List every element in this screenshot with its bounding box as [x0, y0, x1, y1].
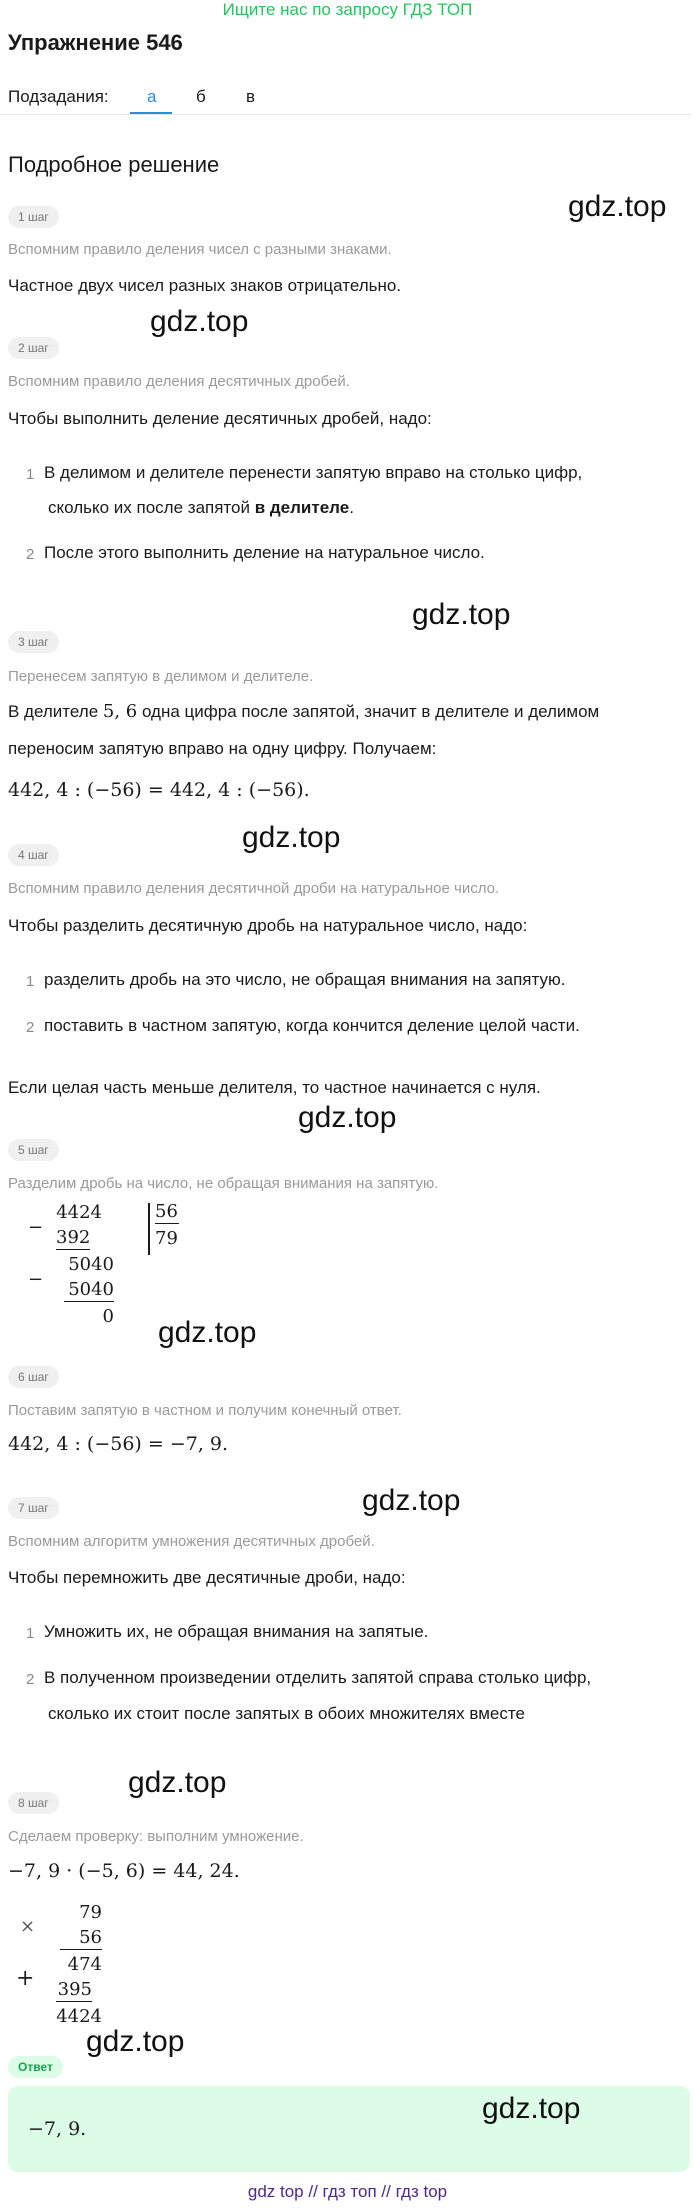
watermark: gdz.top: [298, 1101, 397, 1134]
step-badge: 4 шаг: [8, 844, 59, 866]
section-title: Подробное решение: [8, 152, 220, 177]
list-item-number: 1: [26, 973, 35, 990]
multiplicand: 79: [79, 1902, 102, 1923]
footer-link[interactable]: гдз top: [395, 2182, 448, 2201]
footer-link[interactable]: гдз топ: [322, 2182, 377, 2201]
list-item-text: После этого выполнить деление на натуральное число.: [44, 543, 485, 562]
tab-subtask-a[interactable]: а: [147, 87, 157, 106]
subtrahend: 392: [56, 1227, 91, 1248]
list-item-text-part: сколько их после запятой: [48, 498, 255, 517]
list-item-text-bold: в делителе: [254, 498, 350, 517]
watermark: gdz.top: [568, 190, 667, 223]
list-item-text: разделить дробь на это число, не обращая внимания на запятую.: [44, 970, 566, 989]
multiplier: 56: [60, 1927, 102, 1950]
answer-box: [8, 2086, 690, 2172]
search-banner[interactable]: Ищите нас по запросу ГДЗ ТОП: [222, 0, 473, 19]
watermark: gdz.top: [150, 305, 249, 338]
tab-subtask-b[interactable]: б: [196, 87, 206, 106]
tab-subtask-v[interactable]: в: [246, 87, 256, 106]
subtrahend: 5040: [64, 1279, 114, 1302]
footer-link[interactable]: gdz top: [247, 2182, 304, 2201]
remainder: 5040: [68, 1254, 114, 1275]
step-badge: 2 шаг: [8, 337, 59, 359]
step-hint: Перенесем запятую в делимом и делителе.: [8, 668, 314, 685]
footer-links: [0, 2182, 695, 2202]
watermark: gdz.top: [482, 2092, 581, 2125]
step-note: Если целая часть меньше делителя, то частное начинается с нуля.: [8, 1078, 541, 1097]
step-text-part: В делителе: [8, 702, 103, 721]
step-badge: 6 шаг: [8, 1366, 59, 1388]
division-minus: −: [28, 1269, 44, 1290]
list-item-text-continued: сколько их стоит после запятых в обоих множителях вместе: [48, 1704, 525, 1723]
step-badge: 7 шаг: [8, 1497, 59, 1519]
plus-sign: +: [16, 1966, 35, 1991]
list-item-number: 2: [26, 1671, 35, 1688]
list-item-number: 2: [26, 546, 35, 563]
step-text: Чтобы перемножить две десятичные дроби, надо:: [8, 1568, 406, 1587]
watermark: gdz.top: [86, 2025, 185, 2058]
list-item-text-part: .: [349, 498, 354, 517]
remainder: 0: [102, 1306, 114, 1327]
inline-math: 5, 6: [102, 701, 138, 722]
formula: −7, 9 · (−5, 6) = 44, 24.: [8, 1860, 240, 1882]
quotient: 79: [155, 1228, 178, 1249]
watermark: gdz.top: [412, 598, 511, 631]
step-badge: 5 шаг: [8, 1139, 59, 1161]
step-badge: 8 шаг: [8, 1792, 59, 1814]
step-hint: Вспомним правило деления десятичных дробей.: [8, 373, 350, 390]
step-hint: Поставим запятую в частном и получим конечный ответ.: [8, 1402, 402, 1419]
step-hint: Сделаем проверку: выполним умножение.: [8, 1828, 304, 1845]
step-badge: 3 шаг: [8, 631, 59, 653]
page-title: Упражнение 546: [8, 30, 183, 55]
partial-product: 474: [67, 1954, 102, 1975]
watermark: gdz.top: [158, 1316, 257, 1349]
list-item-text: Умножить их, не обращая внимания на запятые.: [44, 1622, 429, 1641]
formula: 442, 4 : (−56) = 442, 4 : (−56).: [8, 779, 310, 801]
list-item-text: В полученном произведении отделить запятой справа столько цифр,: [44, 1668, 592, 1687]
times-sign: ×: [20, 1916, 36, 1937]
list-item-text-continued: [48, 497, 354, 519]
answer-value: −7, 9.: [28, 2118, 87, 2140]
formula: 442, 4 : (−56) = −7, 9.: [8, 1433, 229, 1455]
step-text-part: одна цифра после запятой, значит в делителе и делимом: [137, 702, 600, 721]
step-badge: 1 шаг: [8, 206, 59, 228]
list-item-number: 1: [26, 466, 35, 483]
watermark: gdz.top: [242, 821, 341, 854]
step-hint: Вспомним алгоритм умножения десятичных дробей.: [8, 1533, 375, 1550]
step-hint: Вспомним правило деления чисел с разными знаками.: [8, 241, 392, 258]
active-tab-indicator: [130, 112, 172, 114]
subtasks-label: Подзадания:: [8, 87, 109, 106]
partial-product: 395: [57, 1979, 92, 2000]
step-text: Чтобы выполнить деление десятичных дробей, надо:: [8, 409, 432, 428]
footer-separator: //: [381, 2182, 391, 2201]
list-item-number: 2: [26, 1019, 35, 1036]
list-item-text: В делимом и делителе перенести запятую вправо на столько цифр,: [44, 463, 583, 482]
list-item-text: поставить в частном запятую, когда кончится деление целой части.: [44, 1016, 580, 1035]
watermark: gdz.top: [128, 1766, 227, 1799]
step-text: Частное двух чисел разных знаков отрицательно.: [8, 276, 402, 295]
division-bar: [148, 1203, 150, 1255]
step-text: переносим запятую вправо на одну цифру. Получаем:: [8, 739, 437, 758]
dividend: 4424: [56, 1202, 102, 1223]
division-minus: −: [28, 1217, 44, 1238]
step-text: Чтобы разделить десятичную дробь на натуральное число, надо:: [8, 916, 528, 935]
watermark: gdz.top: [362, 1484, 461, 1517]
answer-badge: Ответ: [8, 2056, 63, 2078]
step-hint: Вспомним правило деления десятичной дроби на натуральное число.: [8, 880, 500, 897]
step-text: [8, 701, 599, 723]
footer-separator: //: [308, 2182, 318, 2201]
product: 4424: [56, 2006, 102, 2027]
divisor: 56: [155, 1201, 178, 1222]
list-item-number: 1: [26, 1625, 35, 1642]
tabs-divider: [0, 114, 690, 115]
step-hint: Разделим дробь на число, не обращая внимания на запятую.: [8, 1175, 439, 1192]
